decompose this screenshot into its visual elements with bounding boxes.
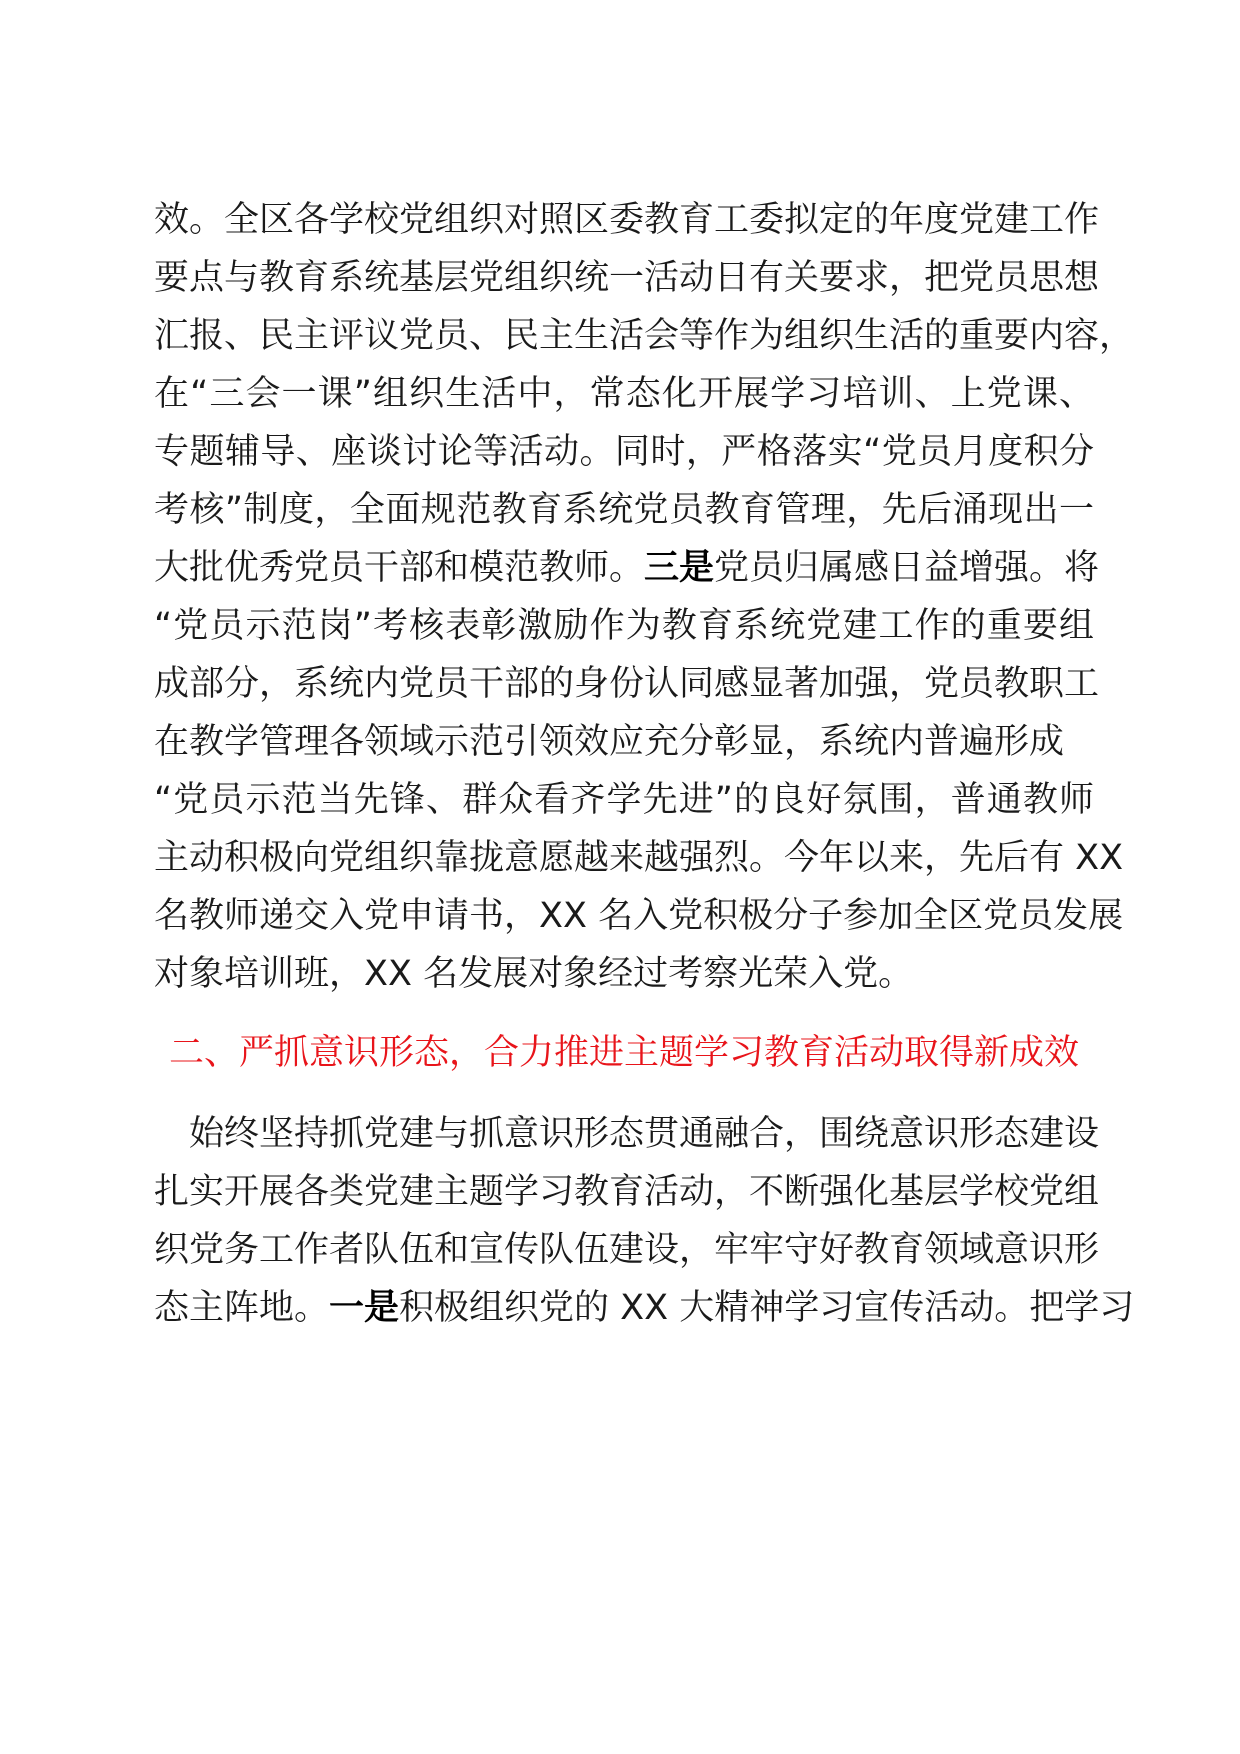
- paragraph-line: 对象培训班，XX 名发展对象经过考察光荣入党。: [154, 954, 914, 994]
- paragraph-line: “党员示范当先锋、群众看齐学先进”的良好氛围，普通教师: [154, 780, 1094, 820]
- paragraph-line: 始终坚持抓党建与抓意识形态贯通融合，围绕意识形态建设: [189, 1114, 1100, 1154]
- paragraph-line: 成部分，系统内党员干部的身份认同感显著加强，党员教职工: [154, 664, 1100, 704]
- paragraph-line: “党员示范岗”考核表彰激励作为教育系统党建工作的重要组: [154, 606, 1094, 646]
- paragraph-line-with-bold: [154, 1278, 1135, 1338]
- paragraph-line: 效。全区各学校党组织对照区委教育工委拟定的年度党建工作: [154, 200, 1100, 240]
- paragraph-line: 主动积极向党组织靠拢意愿越来越强烈。今年以来，先后有 XX: [154, 838, 1124, 878]
- line-text: 党员归属感日益增强。将: [714, 548, 1100, 588]
- bold-marker: 一是: [329, 1288, 400, 1328]
- line-text: 大批优秀党员干部和模范教师。: [154, 548, 645, 588]
- paragraph-line-with-bold: [154, 538, 1100, 598]
- paragraph-line: 专题辅导、座谈讨论等活动。同时，严格落实“党员月度积分: [154, 432, 1094, 472]
- paragraph-line: 考核”制度，全面规范教育系统党员教育管理，先后涌现出一: [154, 490, 1094, 530]
- paragraph-line: 在“三会一课”组织生活中，常态化开展学习培训、上党课、: [154, 374, 1094, 414]
- line-text: 态主阵地。: [154, 1288, 330, 1328]
- paragraph-line: 名教师递交入党申请书，XX 名入党积极分子参加全区党员发展: [154, 896, 1124, 936]
- paragraph-line: 在教学管理各领域示范引领效应充分彰显，系统内普遍形成: [154, 722, 1065, 762]
- paragraph-line: 汇报、民主评议党员、民主生活会等作为组织生活的重要内容，: [154, 316, 1135, 356]
- section-heading: 二、严抓意识形态，合力推进主题学习教育活动取得新成效: [168, 1033, 1079, 1073]
- paragraph-line: 织党务工作者队伍和宣传队伍建设，牢牢守好教育领域意识形: [154, 1230, 1100, 1270]
- line-text: 积极组织党的 XX 大精神学习宣传活动。把学习: [399, 1288, 1135, 1328]
- paragraph-line: 要点与教育系统基层党组织统一活动日有关要求，把党员思想: [154, 258, 1100, 298]
- paragraph-line: 扎实开展各类党建主题学习教育活动，不断强化基层学校党组: [154, 1172, 1100, 1212]
- bold-marker: 三是: [644, 548, 715, 588]
